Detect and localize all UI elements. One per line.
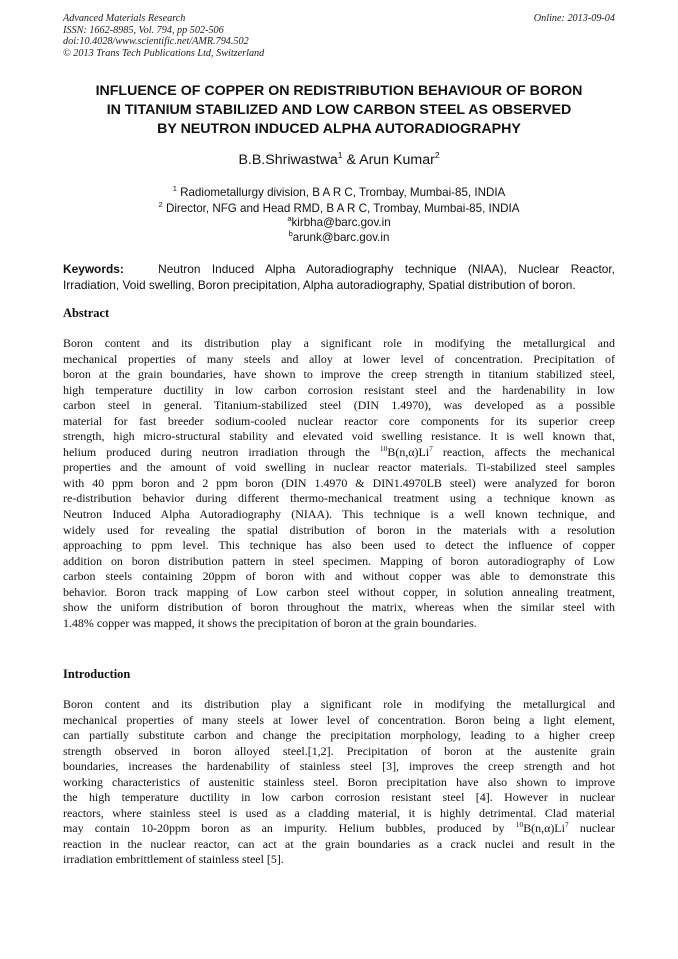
affiliation-1: $^1$ Radiometallurgy division, B A R C, Trombay, Mumbai-85, INDIA <box>172 184 506 199</box>
author-affiliation-mark: 2 <box>434 150 440 160</box>
author-name: B.B.Shriwastwa <box>238 152 338 168</box>
author-affiliation-mark: 1 <box>337 150 343 160</box>
issn: ISSN: 1662-8985, Vol. 794, pp 502-506 <box>63 24 224 36</box>
keywords-label: Keywords: <box>63 262 124 276</box>
copyright: © 2013 Trans Tech Publications Ltd, Switzerland <box>63 47 265 59</box>
keywords-line: Irradiation, Void swelling, Boron precipitation, Alpha autoradiography, Spatial distribution of boron. <box>63 277 576 292</box>
author-separator: & <box>342 152 360 168</box>
title-line: IN TITANIUM STABILIZED AND LOW CARBON STEEL AS OBSERVED <box>106 102 572 118</box>
title-line: BY NEUTRON INDUCED ALPHA AUTORADIOGRAPHY <box>157 121 521 137</box>
email-b: $^b$arunk@barc.gov.in <box>288 229 390 244</box>
introduction-body: Boron content and its distribution play a significant role in modifying the metallurgical and mechanical properties of many steels at lower level of concentration. Boron being a light element, can partially substitute carbon and change the precipitation morphology, leading to a higher creep strength observed in boron alloyed steel.[1,2]. Precipitation of boron at the austenite grain boundaries, increases the hardenability of stainless steel [3], improves the creep strength and hot working characteristics of austenitic stainless steel. Boron precipitation have also shown to improve the high temperature ductility in low carbon corrosion resistant steel [4]. However in nuclear reactors, where stainless steel is used as a cladding material, it is highly detrimental. Clad material may contain 10-20ppm boron as an impurity. Helium bubbles, produced by $^{10}$B(n,α)Li$^7$ nuclear reaction in the nuclear reactor, can act at the grain boundaries as a crack nuclei and result in the irradiation embrittlement of stainless steel [5]. <box>63 697 616 867</box>
formula-line: may contain 10-20ppm boron as an impurity. Helium bubbles, produced by $^{10}$B(n,α)Li$^7$ nuclear <box>63 820 616 836</box>
journal-name: Advanced Materials Research <box>63 13 186 24</box>
email-a: $^a$kirbha@barc.gov.in <box>287 214 391 229</box>
author-list <box>63 151 615 169</box>
affiliation-2: $^2$ Director, NFG and Head RMD, B A R C, Trombay, Mumbai-85, INDIA <box>158 200 520 215</box>
introduction-heading: Introduction <box>63 667 131 681</box>
journal-header <box>63 13 615 59</box>
abstract-heading: Abstract <box>63 306 110 320</box>
keywords-line: Neutron Induced Alpha Autoradiography technique (NIAA), Nuclear Reactor, <box>158 262 615 276</box>
keywords <box>63 262 615 293</box>
paper-title <box>63 82 615 139</box>
abstract-body: Boron content and its distribution play a significant role in modifying the metallurgical and mechanical properties of many steels and alloy at lower level of concentration. Precipitation of boron at the grain boundaries, have shown to improve the creep strength in titanium stabilized steel, high temperature ductility in low carbon corrosion resistant steel and the hardenability in low carbon steel in general. Titanium-stabilized steel (DIN 1.4970), was developed as a possible material for fast breeder sodium-cooled nuclear reactor core components for its superior creep strength, high micro-structural stability and elevated void swelling resistance. It is well known that, helium produced during neutron irradiation through the $^{10}$B(n,α)Li$^7$ reaction, affects the mechanical properties and the amount of void swelling in nuclear reactor materials. Ti-stabilized steel samples with 40 ppm boron and 2 ppm boron (DIN 1.4970 & DIN1.4970LB steel) were analyzed for boron re-distribution behavior during different thermo-mechanical treatment using a technique known as Neutron Induced Alpha Autoradiography (NIAA). This technique is a well known technique, and widely used for revealing the spatial distribution of boron in the materials with a resolution approaching to ppm level. This technique has also been used to detect the influence of copper addition on boron distribution pattern in steel specimen. Mapping of boron autoradiography of Low carbon steels containing 20ppm of boron with and without copper was able to demonstrate this behavior. Boron track mapping of Low carbon steel without copper, in solution annealing treatment, show the uniform distribution of boron throughout the matrix, whereas when the similar steel with 1.48% copper was mapped, it shows the precipitation of boron at the grain boundaries. <box>63 336 615 630</box>
title-line: INFLUENCE OF COPPER ON REDISTRIBUTION BEHAVIOUR OF BORON <box>95 83 583 99</box>
doi: doi:10.4028/www.scientific.net/AMR.794.502 <box>63 36 249 48</box>
online-date: Online: 2013-09-04 <box>533 13 615 24</box>
formula-line: helium produced during neutron irradiation through the $^{10}$B(n,α)Li$^7$ reaction, affects the mechanical <box>63 443 615 459</box>
author-name: Arun Kumar <box>359 152 435 168</box>
